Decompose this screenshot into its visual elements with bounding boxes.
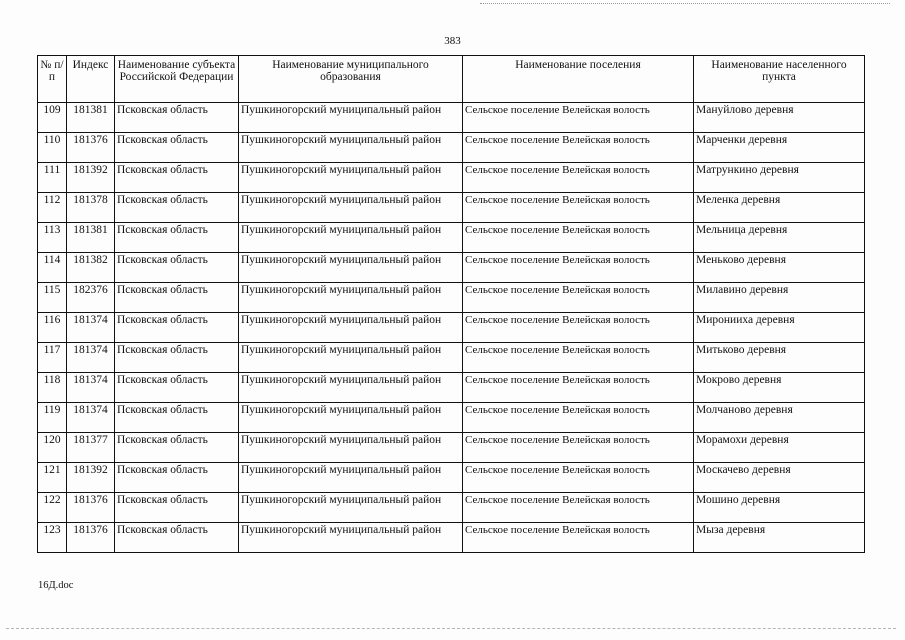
settlement-cell: Сельское поселение Велейская волость <box>463 463 694 493</box>
settlement-cell: Сельское поселение Велейская волость <box>463 313 694 343</box>
locality-cell: Меньково деревня <box>694 253 865 283</box>
footer-filename: 16Д.doc <box>38 580 74 591</box>
municipality-cell: Пушкиногорский муниципальный район <box>239 493 463 523</box>
index-cell: 181392 <box>67 163 115 193</box>
table-row <box>38 133 865 163</box>
locality-cell: Мокрово деревня <box>694 373 865 403</box>
table-row <box>38 523 865 553</box>
municipality-cell: Пушкиногорский муниципальный район <box>239 103 463 133</box>
index-cell: 181374 <box>67 343 115 373</box>
subject-cell: Псковская область <box>115 493 239 523</box>
locality-cell: Морамохи деревня <box>694 433 865 463</box>
header-settlement: Наименование поселения <box>463 56 694 103</box>
index-cell: 181382 <box>67 253 115 283</box>
settlements-table <box>37 55 865 553</box>
municipality-cell: Пушкиногорский муниципальный район <box>239 193 463 223</box>
subject-cell: Псковская область <box>115 313 239 343</box>
settlement-cell: Сельское поселение Велейская волость <box>463 103 694 133</box>
table-row <box>38 283 865 313</box>
row-number-cell: 112 <box>38 193 67 223</box>
table-row <box>38 373 865 403</box>
subject-cell: Псковская область <box>115 463 239 493</box>
row-number-cell: 113 <box>38 223 67 253</box>
settlement-cell: Сельское поселение Велейская волость <box>463 193 694 223</box>
table-body <box>38 103 865 553</box>
locality-cell: Мошино деревня <box>694 493 865 523</box>
row-number-cell: 116 <box>38 313 67 343</box>
index-cell: 181377 <box>67 433 115 463</box>
locality-cell: Меленка деревня <box>694 193 865 223</box>
table-header-row <box>38 56 865 103</box>
settlement-cell: Сельское поселение Велейская волость <box>463 403 694 433</box>
table-row <box>38 433 865 463</box>
subject-cell: Псковская область <box>115 523 239 553</box>
subject-cell: Псковская область <box>115 433 239 463</box>
locality-cell: Мельница деревня <box>694 223 865 253</box>
municipality-cell: Пушкиногорский муниципальный район <box>239 133 463 163</box>
municipality-cell: Пушкиногорский муниципальный район <box>239 523 463 553</box>
table-row <box>38 493 865 523</box>
locality-cell: Мануйлово деревня <box>694 103 865 133</box>
settlement-cell: Сельское поселение Велейская волость <box>463 163 694 193</box>
header-row-number: № п/п <box>38 56 67 103</box>
subject-cell: Псковская область <box>115 343 239 373</box>
table-row <box>38 463 865 493</box>
row-number-cell: 109 <box>38 103 67 133</box>
municipality-cell: Пушкиногорский муниципальный район <box>239 283 463 313</box>
index-cell: 181381 <box>67 103 115 133</box>
table-row <box>38 193 865 223</box>
settlement-cell: Сельское поселение Велейская волость <box>463 373 694 403</box>
row-number-cell: 119 <box>38 403 67 433</box>
index-cell: 181381 <box>67 223 115 253</box>
index-cell: 181374 <box>67 403 115 433</box>
settlement-cell: Сельское поселение Велейская волость <box>463 253 694 283</box>
municipality-cell: Пушкиногорский муниципальный район <box>239 433 463 463</box>
row-number-cell: 123 <box>38 523 67 553</box>
index-cell: 181376 <box>67 493 115 523</box>
index-cell: 181376 <box>67 133 115 163</box>
subject-cell: Псковская область <box>115 403 239 433</box>
table-row <box>38 103 865 133</box>
municipality-cell: Пушкиногорский муниципальный район <box>239 253 463 283</box>
settlement-cell: Сельское поселение Велейская волость <box>463 343 694 373</box>
locality-cell: Мыза деревня <box>694 523 865 553</box>
table-row <box>38 313 865 343</box>
header-municipality: Наименование муниципального образования <box>239 56 463 103</box>
index-cell: 182376 <box>67 283 115 313</box>
table-row <box>38 223 865 253</box>
municipality-cell: Пушкиногорский муниципальный район <box>239 403 463 433</box>
index-cell: 181374 <box>67 373 115 403</box>
municipality-cell: Пушкиногорский муниципальный район <box>239 313 463 343</box>
index-cell: 181378 <box>67 193 115 223</box>
table-row <box>38 253 865 283</box>
row-number-cell: 118 <box>38 373 67 403</box>
subject-cell: Псковская область <box>115 283 239 313</box>
subject-cell: Псковская область <box>115 103 239 133</box>
municipality-cell: Пушкиногорский муниципальный район <box>239 163 463 193</box>
locality-cell: Митьково деревня <box>694 343 865 373</box>
municipality-cell: Пушкиногорский муниципальный район <box>239 463 463 493</box>
settlement-cell: Сельское поселение Велейская волость <box>463 133 694 163</box>
subject-cell: Псковская область <box>115 373 239 403</box>
table-row <box>38 403 865 433</box>
settlement-cell: Сельское поселение Велейская волость <box>463 523 694 553</box>
scan-artifact-top <box>480 3 890 4</box>
row-number-cell: 110 <box>38 133 67 163</box>
locality-cell: Матрункино деревня <box>694 163 865 193</box>
locality-cell: Москачево деревня <box>694 463 865 493</box>
index-cell: 181392 <box>67 463 115 493</box>
header-locality: Наименование населенного пункта <box>694 56 865 103</box>
index-cell: 181376 <box>67 523 115 553</box>
locality-cell: Марченки деревня <box>694 133 865 163</box>
table-row <box>38 163 865 193</box>
subject-cell: Псковская область <box>115 253 239 283</box>
municipality-cell: Пушкиногорский муниципальный район <box>239 373 463 403</box>
header-subject: Наименование субъекта Российской Федерации <box>115 56 239 103</box>
row-number-cell: 122 <box>38 493 67 523</box>
scan-artifact-bottom <box>6 628 896 629</box>
row-number-cell: 115 <box>38 283 67 313</box>
settlement-cell: Сельское поселение Велейская волость <box>463 493 694 523</box>
subject-cell: Псковская область <box>115 223 239 253</box>
settlement-cell: Сельское поселение Велейская волость <box>463 433 694 463</box>
locality-cell: Миронииха деревня <box>694 313 865 343</box>
index-cell: 181374 <box>67 313 115 343</box>
row-number-cell: 121 <box>38 463 67 493</box>
page-number: 383 <box>444 35 461 47</box>
row-number-cell: 120 <box>38 433 67 463</box>
subject-cell: Псковская область <box>115 193 239 223</box>
table-row <box>38 343 865 373</box>
settlement-cell: Сельское поселение Велейская волость <box>463 283 694 313</box>
municipality-cell: Пушкиногорский муниципальный район <box>239 343 463 373</box>
locality-cell: Молчаново деревня <box>694 403 865 433</box>
settlement-cell: Сельское поселение Велейская волость <box>463 223 694 253</box>
row-number-cell: 111 <box>38 163 67 193</box>
row-number-cell: 117 <box>38 343 67 373</box>
municipality-cell: Пушкиногорский муниципальный район <box>239 223 463 253</box>
locality-cell: Милавино деревня <box>694 283 865 313</box>
header-index: Индекс <box>67 56 115 103</box>
row-number-cell: 114 <box>38 253 67 283</box>
subject-cell: Псковская область <box>115 163 239 193</box>
subject-cell: Псковская область <box>115 133 239 163</box>
